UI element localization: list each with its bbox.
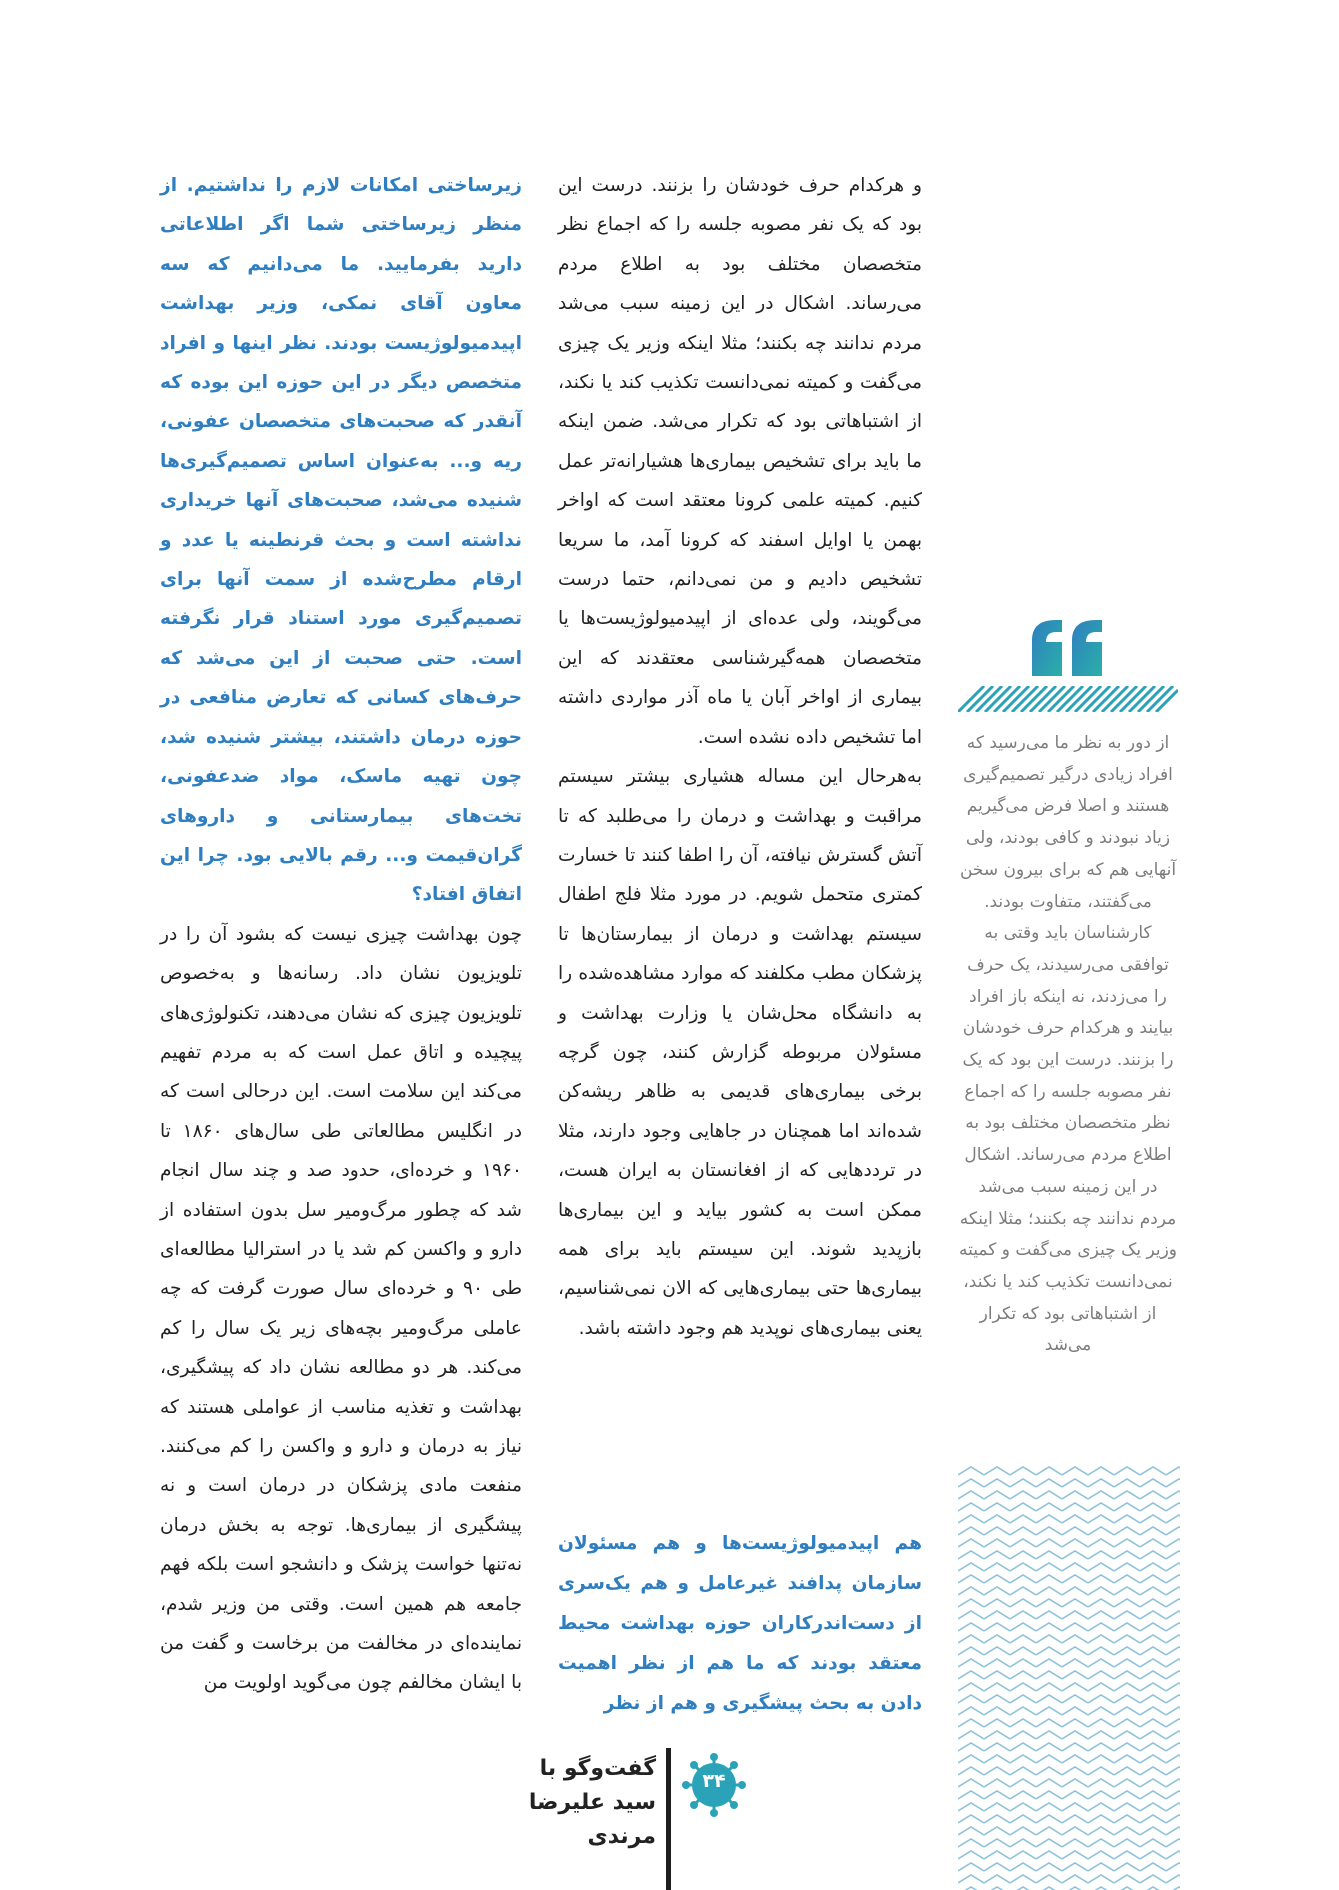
pull-quote-text: از دور به نظر ما می‌رسید که افراد زیادی درگیر تصمیم‌گیری هستند و اصلا فرض می‌گیریم زیاد نبودند و کافی بودند، ولی آنهایی هم که برای بیرون سخن می‌گفتند، متفاوت بودند. کارشناسان باید وقتی به توافقی می‌رسیدند، یک حرف را می‌زدند، نه اینکه باز افراد بیایند و هرکدام حرف خودشان را بزنند. درست این بود که یک نفر مصوبه جلسه را که اجماع نظر متخصصان مختلف بود به اطلاع مردم می‌رساند. اشکال در این زمینه سبب می‌شد مردم ندانند چه بکنند؛ مثلا اینکه وزیر یک چیزی می‌گفت و کمیته نمی‌دانست تکذیب کند یا نکند، از اشتباهاتی بود که تکرار می‌شد bbox=[959, 733, 1177, 1356]
mid-paragraph-1: و هرکدام حرف خودشان را بزنند. درست این بود که یک نفر مصوبه جلسه را که اجماع نظر متخصصان مختلف بود به اطلاع مردم می‌رساند. اشکال در این زمینه سبب می‌شد مردم ندانند چه بکنند؛ مثلا اینکه وزیر یک چیزی می‌گفت و کمیته نمی‌دانست تکذیب کند یا نکند، از اشتباهاتی بود که تکرار می‌شد. ضمن اینکه ما باید برای تشخیص بیماری‌ها هشیارانه‌تر عمل کنیم. کمیته علمی کرونا معتقد است که اواخر بهمن یا اوایل اسفند که کرونا آمد، ما سریعا تشخیص دادیم و من نمی‌دانم، حتما درست می‌گویند، ولی عده‌ای از اپیدمیولوژیست‌ها یا متخصصان همه‌گیرشناسی معتقدند که این بیماری از اواخر آبان یا ماه آذر مواردی داشته اما تشخیص داده نشده است. bbox=[558, 175, 922, 748]
middle-column bbox=[558, 166, 922, 1348]
mid-paragraph-2: به‌هرحال این مساله هشیاری بیشتر سیستم مراقبت و بهداشت و درمان را می‌طلبد که تا آتش گسترش نیافته، آن را اطفا کنند تا خسارت کمتری متحمل شویم. در مورد مثلا فلج اطفال سیستم بهداشت و درمان از بیمارستان‌ها تا پزشکان مطب مکلفند که موارد مشاهده‌شده را به دانشگاه محل‌شان یا وزارت بهداشت و مسئولان مربوطه گزارش کنند، چون گرچه برخی بیماری‌های قدیمی به ظاهر ریشه‌کن شده‌اند اما همچنان در جاهایی وجود دارند، مثلا در ترددهایی که از افغانستان به ایران هست، ممکن است به کشور بیاید و این بیماری‌ها بازپدید شوند. این سیستم باید برای همه بیماری‌ها حتی بیماری‌هایی که الان نمی‌شناسیم، یعنی بیماری‌های نوپدید هم وجود داشته باشد. bbox=[558, 766, 922, 1339]
middle-question-block bbox=[558, 1524, 922, 1724]
left-answer-text: چون بهداشت چیزی نیست که بشود آن را در تلویزیون نشان داد. رسانه‌ها و به‌خصوص تلویزیون چیزی که نشان می‌دهند، تکنولوژی‌های پیچیده و اتاق عمل است که به مردم تفهیم می‌کند این سلامت است. این درحالی است که در انگلیس مطالعاتی طی سال‌های ۱۸۶۰ تا ۱۹۶۰ و خرده‌ای، حدود صد و چند سال انجام شد که چطور مرگ‌ومیر سل بدون استفاده از دارو و واکسن کم شد یا در استرالیا مطالعه‌ای طی ۹۰ و خرده‌ای سال صورت گرفت که چه عاملی مرگ‌ومیر بچه‌های زیر یک سال را کم می‌کند. هر دو مطالعه نشان داد که پیشگیری، بهداشت و تغذیه مناسب از عواملی هستند که نیاز به درمان و دارو و واکسن را کم می‌کنند. منفعت مادی پزشکان در درمان است و نه پیشگیری از بیماری‌ها. توجه به بخش درمان نه‌تنها خواست پزشک و دانشجو است بلکه فهم جامعه هم همین است. وقتی من وزیر شدم، نماینده‌ای در مخالفت من برخاست و گفت من با ایشان مخالفم چون می‌گوید اولویت من bbox=[160, 923, 522, 1694]
mid-question-text: هم اپیدمیولوژیست‌ها و هم مسئولان سازمان پدافند غیرعامل و هم یک‌سری از دست‌اندرکاران حوزه بهداشت محیط معتقد بودند که ما هم از نظر اهمیت دادن به بحث پیشگیری و هم از نظر bbox=[558, 1533, 922, 1714]
pull-quote bbox=[958, 728, 1178, 1362]
page-number: ۳۴ bbox=[702, 1770, 726, 1792]
hatch-divider bbox=[958, 686, 1178, 712]
footer-section: گفت‌وگو با bbox=[539, 1756, 656, 1781]
quote-mark-icon bbox=[1030, 618, 1104, 678]
footer-title bbox=[470, 1752, 656, 1854]
footer-divider bbox=[666, 1748, 671, 1890]
footer-interviewee: سید علیرضا مرندی bbox=[528, 1790, 656, 1849]
left-question-text: زیرساختی امکانات لازم را نداشتیم. از منظر زیرساختی شما اگر اطلاعاتی دارید بفرمایید. ما می‌دانیم که سه معاون آقای نمکی، وزیر بهداشت اپیدمیولوژیست بودند. نظر اینها و افراد متخصص دیگر در این حوزه این بوده که آنقدر که صحبت‌های متخصصان عفونی، ریه و... به‌عنوان اساس تصمیم‌گیری‌ها شنیده می‌شد، صحبت‌های آنها خریداری نداشته است و بحث قرنطینه یا عدد و ارقام مطرح‌شده از سمت آنها برای تصمیم‌گیری مورد استناد قرار نگرفته است. حتی صحبت از این می‌شد که حرف‌های کسانی که تعارض منافعی در حوزه درمان داشتند، بیشتر شنیده شد، چون تهیه ماسک، مواد ضدعفونی، تخت‌های بیمارستانی و داروهای گران‌قیمت و... رقم بالایی بود. چرا این اتفاق افتاد؟ bbox=[160, 175, 522, 906]
left-column bbox=[160, 166, 522, 1703]
zigzag-pattern bbox=[958, 1465, 1180, 1890]
